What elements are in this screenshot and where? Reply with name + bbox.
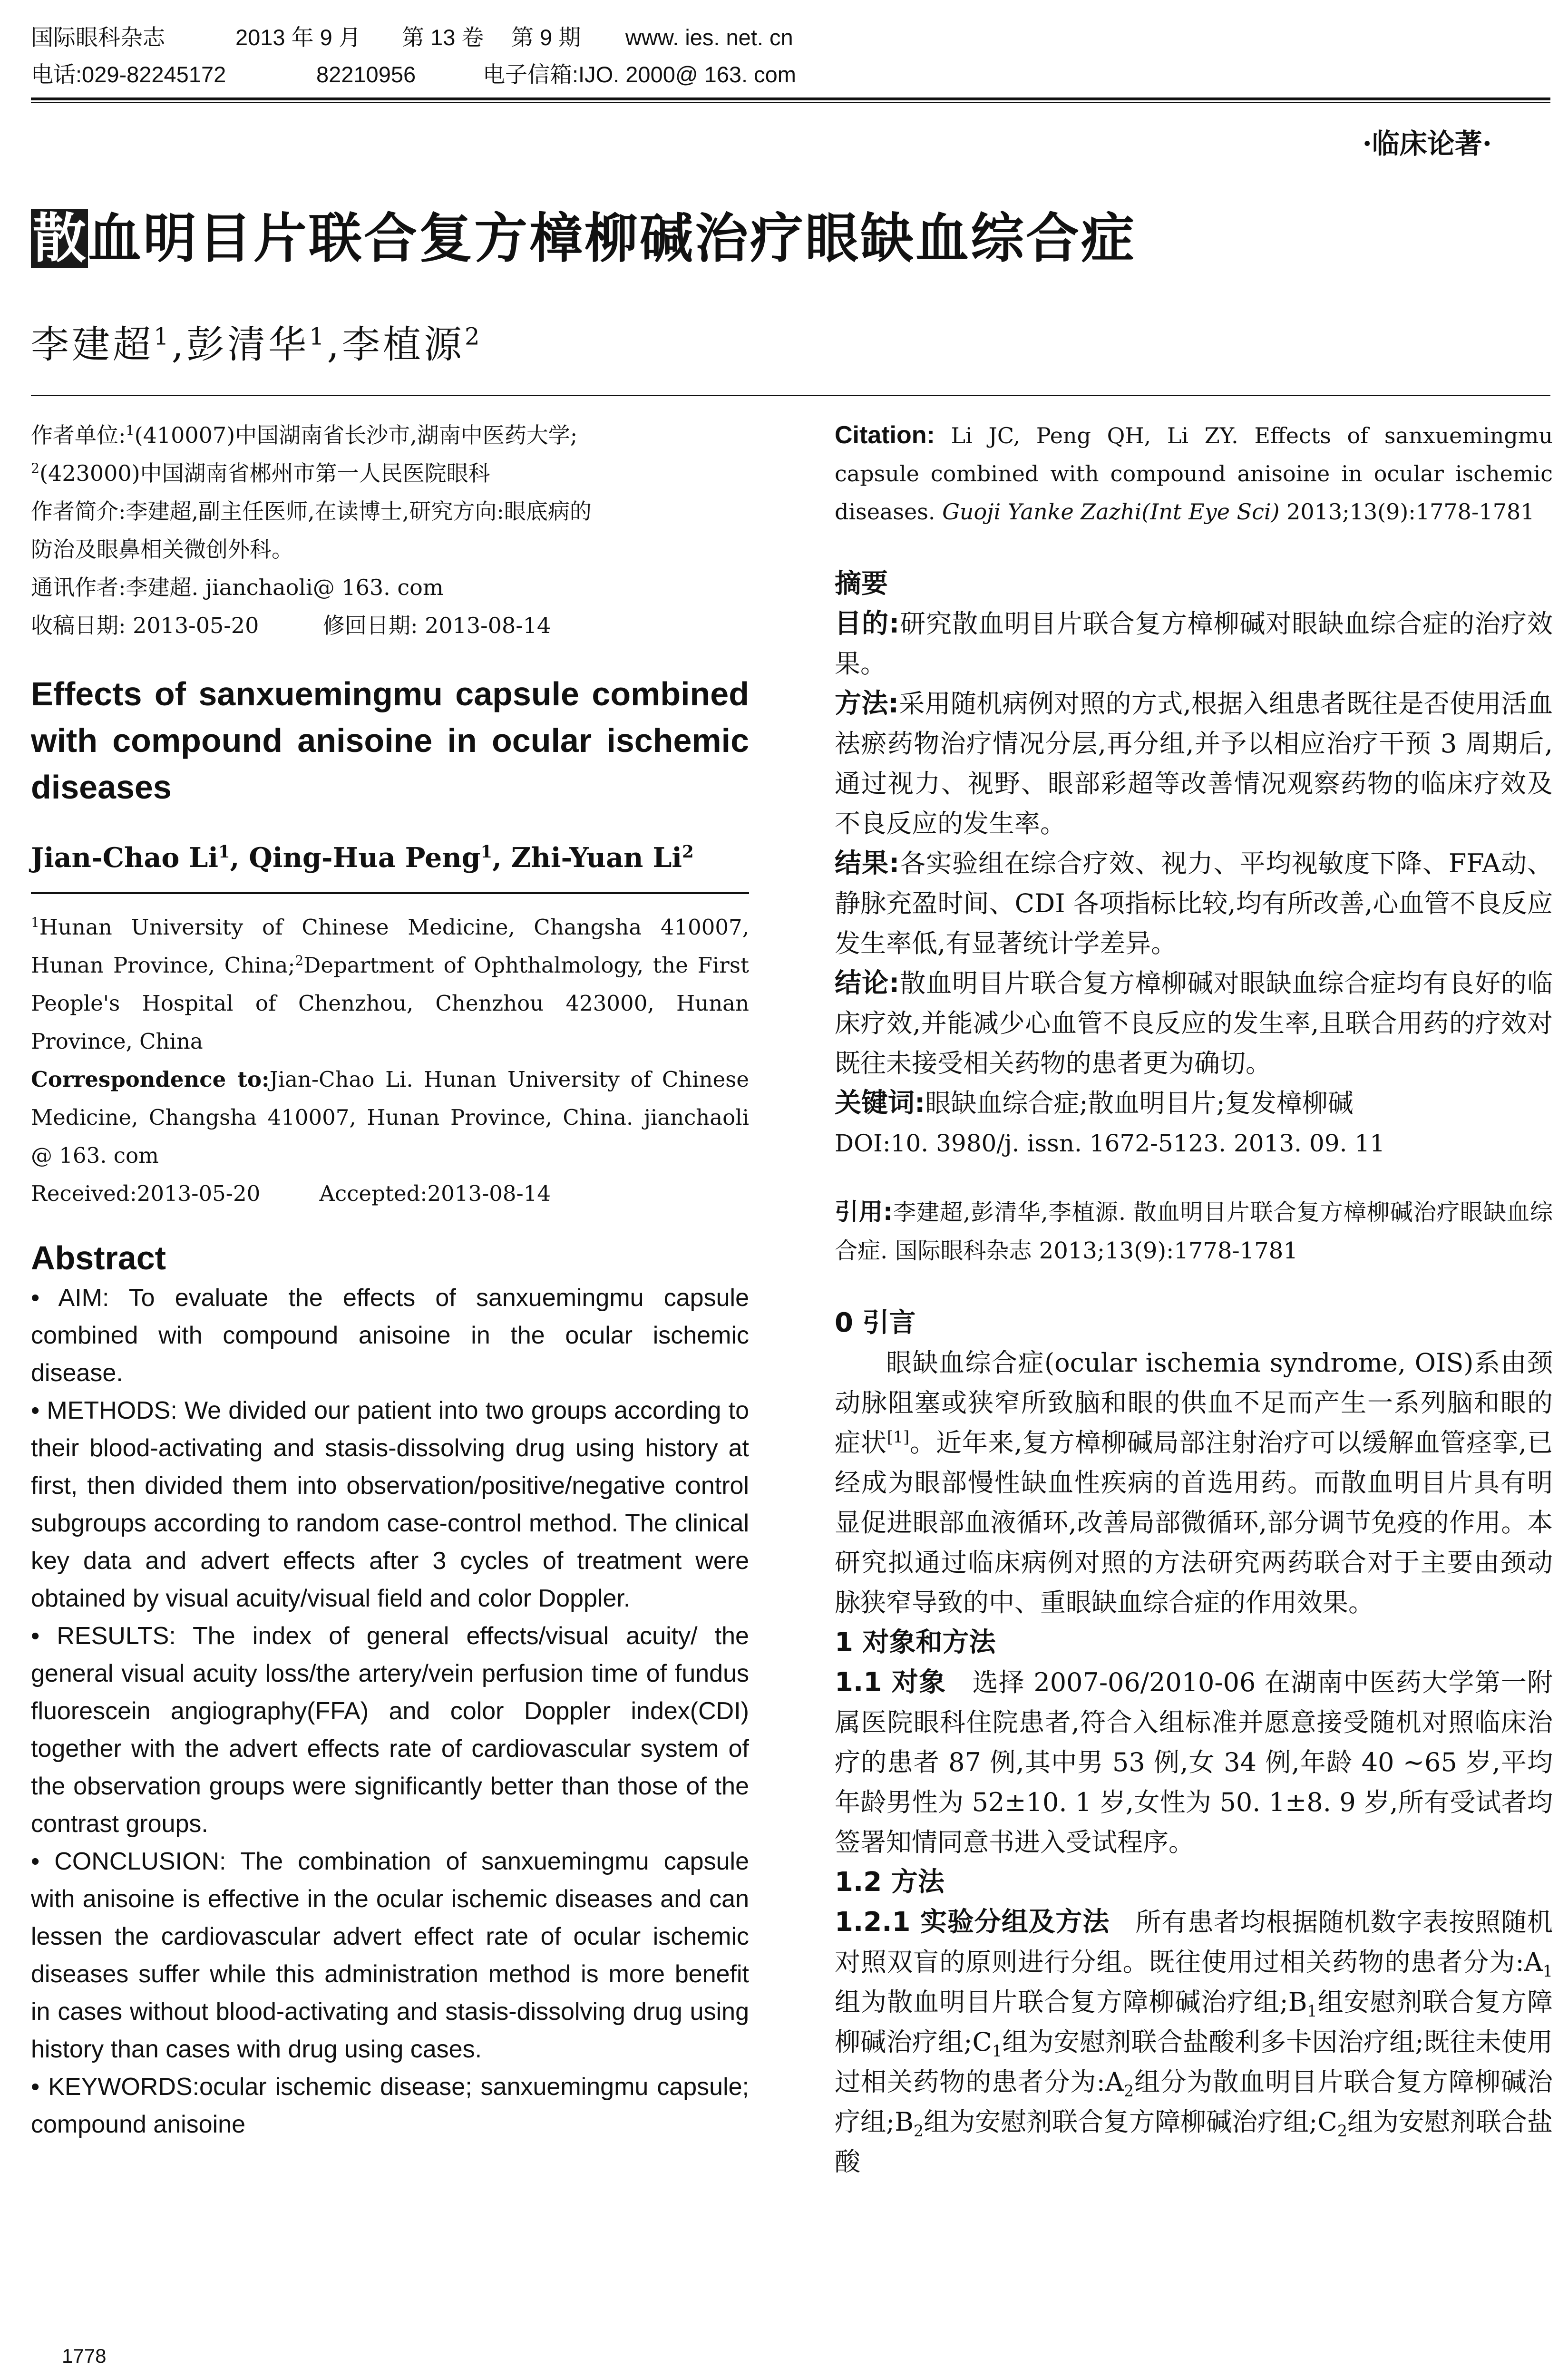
- s121-g: 组为安慰剂联合盐酸: [835, 2107, 1553, 2177]
- doi: DOI:10. 3980/j. issn. 1672-5123. 2013. 09. 11: [835, 1130, 1385, 1157]
- cn-objective: [835, 604, 1553, 684]
- page-number: 1778: [62, 2345, 107, 2367]
- section-tag: ·临床论著·: [1362, 127, 1492, 160]
- citation-journal: Guoji Yanke Zazhi(Int Eye Sci): [942, 499, 1280, 525]
- s121-sub-c1: 1: [992, 2041, 1003, 2060]
- correspondence-text: Jian-Chao Li. Hunan University of Chinese Medicine, Changsha 410007, Hunan Province, China. jianchaoli @ 163. com: [31, 1067, 749, 1168]
- methods-label: • METHODS:: [31, 1397, 177, 1424]
- intro-ref: [1]: [886, 1428, 910, 1446]
- issue-date: 2013 年 9 月: [235, 25, 361, 50]
- s121-e: 组分为散血明目片联合复方障柳碱治疗组;B: [835, 2067, 1553, 2137]
- author-unit: [31, 416, 749, 492]
- unit-sup-1: 1: [126, 422, 135, 438]
- english-affiliations: [31, 908, 749, 1213]
- cn-citation-label: 引用:: [835, 1198, 893, 1226]
- s121-sub-b1: 1: [1307, 2001, 1317, 2020]
- citation-text: Li JC, Peng QH, Li ZY. Effects of sanxuemingmu capsule combined with compound anisoine in ocular ischemic diseases.: [835, 423, 1553, 525]
- conclusion-text: The combination of sanxuemingmu capsule with anisoine is effective in the ocular ischemic diseases and can lessen the cardiovascular advert effect rate of ocular ischemic diseases suffer while this administration method is more benefit in cases without blood-activating and stasis-dissolving drug using history than cases with drug using cases.: [31, 1848, 749, 2063]
- section-1-1-label: 1.1 对象: [835, 1667, 946, 1698]
- aim-text: To evaluate the effects of sanxuemingmu capsule combined with compound anisoine in the ocular ischemic disease.: [31, 1284, 749, 1387]
- s121-sub-a1: 1: [1542, 1961, 1553, 1980]
- cn-abstract-heading: 摘要: [835, 568, 888, 599]
- citation: [835, 416, 1553, 531]
- website: www. ies. net. cn: [625, 25, 793, 50]
- journal-header: [31, 19, 1550, 93]
- en-author-1: Jian-Chao Li: [31, 842, 218, 874]
- section-1-1-text: 选择 2007-06/2010-06 在湖南中医药大学第一附属医院眼科住院患者,符合入组标准并愿意接受随机对照临床治疗的患者 87 例,其中男 53 例,女 34 例,年龄 40 ~65 岁,平均年龄男性为 52±10. 1 岁,女性为 50. 1±8. 9 岁,所有受试者均签署知情同意书进入受试程序。: [835, 1667, 1553, 1857]
- cn-citation-text: 李建超,彭清华,李植源. 散血明目片联合复方樟柳碱治疗眼缺血综合症. 国际眼科杂志 2013;13(9):1778-1781: [835, 1199, 1553, 1264]
- cn-keywords: [835, 1083, 1553, 1123]
- unit-label: 作者单位:: [31, 422, 126, 448]
- issue-number: 第 9 期: [511, 25, 581, 50]
- en-author-1-aff: 1: [218, 842, 230, 862]
- phone: 电话:029-82245172: [31, 62, 226, 87]
- cn-authors: [31, 314, 483, 369]
- result-text: 各实验组在综合疗效、视力、平均视敏度下降、FFA动、静脉充盈时间、CDI 各项指标比较,均有所改善,心血管不良反应发生率低,有显著统计学差异。: [835, 848, 1553, 958]
- aim-label: • AIM:: [31, 1284, 109, 1312]
- email: 电子信箱:IJO. 2000@ 163. com: [483, 62, 796, 87]
- corresponding-author: 通讯作者:李建超. jianchaoli@ 163. com: [31, 575, 444, 600]
- citation-tail: 2013;13(9):1778-1781: [1286, 499, 1535, 525]
- abstract-results: [31, 1617, 749, 1843]
- abstract-heading: Abstract: [31, 1239, 166, 1276]
- unit-sup-2: 2: [31, 460, 40, 477]
- abstract-aim: [31, 1279, 749, 1392]
- volume: 第 13 卷: [402, 25, 484, 50]
- cn-method: [835, 684, 1553, 844]
- result-label: 结果:: [835, 848, 900, 879]
- section-0-heading: 0 引言: [835, 1307, 916, 1338]
- author-3-aff: 2: [465, 322, 483, 351]
- results-label: • RESULTS:: [31, 1622, 176, 1650]
- conclusion-label-cn: 结论:: [835, 968, 900, 999]
- aff-sup-2: 2: [295, 953, 304, 968]
- title-text: 血明目片联合复方樟柳碱治疗眼缺血综合症: [88, 208, 1136, 270]
- article-title: [31, 209, 1136, 268]
- section-1-1: [835, 1663, 1553, 1862]
- conclusion-label: • CONCLUSION:: [31, 1848, 226, 1875]
- abstract-keywords: [31, 2068, 749, 2143]
- section-1-heading: 1 对象和方法: [835, 1627, 996, 1658]
- title-first-char: 散: [31, 209, 88, 268]
- aff-2: Department of Ophthalmology, the First People's Hospital of Chenzhou, Chenzhou 423000, Hunan Province, China: [31, 953, 749, 1054]
- english-title: Effects of sanxuemingmu capsule combined with compound anisoine in ocular ischemic diseases: [31, 675, 749, 806]
- keywords-text-cn: 眼缺血综合症;散血明目片;复发樟柳碱: [925, 1088, 1354, 1118]
- en-author-3: Zhi-Yuan Li: [511, 842, 682, 874]
- bio-line-2: 防治及眼鼻相关微创外科。: [31, 536, 293, 562]
- section-1-2-heading: 1.2 方法: [835, 1867, 945, 1898]
- en-author-3-aff: 2: [682, 842, 694, 862]
- en-received: Received:2013-05-20: [31, 1181, 261, 1206]
- header-rule: [31, 97, 1550, 100]
- s121-b: 组为散血明目片联合复方障柳碱治疗组;B: [835, 1987, 1307, 2017]
- bio-line-1: 作者简介:李建超,副主任医师,在读博士,研究方向:眼底病的: [31, 498, 592, 524]
- s121-sub-b2: 2: [913, 2121, 924, 2140]
- revised-date: 修回日期: 2013-08-14: [322, 613, 551, 638]
- en-author-2-aff: 1: [480, 842, 493, 862]
- aff-sup-1: 1: [31, 915, 39, 930]
- journal-name: 国际眼科杂志: [31, 25, 165, 50]
- abstract-methods: [31, 1392, 749, 1617]
- dates: [31, 606, 749, 644]
- author-1: 李建超: [31, 322, 154, 367]
- intro-paragraph: [835, 1343, 1553, 1623]
- author-2-aff: 1: [309, 322, 327, 351]
- citation-label: Citation:: [835, 421, 935, 449]
- aff-1: Hunan University of Chinese Medicine, Changsha 410007, Hunan Province, China;: [31, 915, 749, 978]
- s121-a: 所有患者均根据随机数字表按照随机对照双盲的原则进行分组。既往使用过相关药物的患者分为:A: [835, 1907, 1553, 1977]
- unit-1: (410007)中国湖南省长沙市,湖南中医药大学;: [134, 422, 578, 448]
- en-accepted: Accepted:2013-08-14: [319, 1181, 551, 1206]
- received-date: 收稿日期: 2013-05-20: [31, 613, 259, 638]
- section-1-2-1: [835, 1902, 1553, 2182]
- intro-text-2: 。近年来,复方樟柳碱局部注射治疗可以缓解血管痉挛,已经成为眼部慢性缺血性疾病的首选用药。而散血明目片具有明显促进眼部血液循环,改善局部微循环,部分调节免疫的作用。本研究拟通过临床病例对照的方法研究两药联合对于主要由颈动脉狭窄导致的中、重眼缺血综合症的作用效果。: [835, 1428, 1553, 1617]
- keywords-label: • KEYWORDS:: [31, 2073, 200, 2101]
- title-rule: [31, 395, 1550, 396]
- left-column: [31, 416, 749, 2143]
- s121-d: 组为安慰剂联合盐酸利多卡因治疗组;既往未使用过相关药物的患者分为:A: [835, 2027, 1553, 2097]
- affiliation-rule: [31, 892, 749, 894]
- author-1-aff: 1: [154, 322, 172, 351]
- author-sep: ,: [327, 322, 342, 367]
- keywords-text: ocular ischemic disease; sanxuemingmu capsule; compound anisoine: [31, 2073, 749, 2138]
- cn-result: [835, 844, 1553, 964]
- en-author-2: Qing-Hua Peng: [249, 842, 481, 874]
- s121-sub-c2: 2: [1337, 2121, 1347, 2140]
- correspondence-label: Correspondence to:: [31, 1067, 270, 1092]
- method-label: 方法:: [835, 688, 899, 719]
- s121-f: 组为安慰剂联合复方障柳碱治疗组;C: [924, 2107, 1337, 2137]
- method-text: 采用随机病例对照的方式,根据入组患者既往是否使用活血祛瘀药物治疗情况分层,再分组,并予以相应治疗干预 3 周期后,通过视力、视野、眼部彩超等改善情况观察药物的临床疗效及不良反应的发生率。: [835, 689, 1553, 838]
- results-text: The index of general effects/visual acuity/ the general visual acuity loss/the artery/vein perfusion time of fundus fluorescein angiography(FFA) and color Doppler index(CDI) together with the advert effects rate of cardiovascular system of the observation groups were significantly better than those of the contrast groups.: [31, 1622, 749, 1838]
- objective-label: 目的:: [835, 608, 900, 639]
- conclusion-text-cn: 散血明目片联合复方樟柳碱对眼缺血综合症均有良好的临床疗效,并能减少心血管不良反应的发生率,且联合用药的疗效对既往未接受相关药物的患者更为确切。: [835, 968, 1553, 1078]
- cn-citation: [835, 1192, 1553, 1270]
- keywords-label-cn: 关键词:: [835, 1088, 925, 1119]
- author-bio: [31, 492, 749, 568]
- phone-alt: 82210956: [316, 62, 416, 87]
- methods-text: We divided our patient into two groups according to their blood-activating and stasis-dissolving drug using history at first, then divided them into observation/positive/negative control subgroups according to random case-control method. The clinical key data and advert effects after 3 cycles of treatment were obtained by visual acuity/visual field and color Doppler.: [31, 1397, 749, 1612]
- objective-text: 研究散血明目片联合复方樟柳碱对眼缺血综合症的治疗效果。: [835, 609, 1553, 679]
- author-sep: ,: [171, 322, 186, 367]
- abstract-conclusion: [31, 1843, 749, 2068]
- header-rule-thin: [31, 102, 1550, 103]
- author-3: 李植源: [342, 322, 465, 367]
- author-2: 彭清华: [186, 322, 309, 367]
- intro-text-1: 眼缺血综合症(ocular ischemia syndrome, OIS)系由颈动脉阻塞或狭窄所致脑和眼的供血不足而产生一系列脑和眼的症状: [835, 1348, 1553, 1458]
- right-column: [835, 416, 1553, 2182]
- english-authors: Jian-Chao Li$^1$, Qing-Hua Peng$^1$, Zhi-Yuan Li$^2$: [31, 842, 694, 874]
- s121-sub-a2: 2: [1123, 2081, 1134, 2100]
- cn-conclusion: [835, 964, 1553, 1083]
- s121-c: 组安慰剂联合复方障柳碱治疗组;C: [835, 1987, 1553, 2057]
- section-1-2-1-label: 1.2.1 实验分组及方法: [835, 1907, 1110, 1938]
- unit-2: (423000)中国湖南省郴州市第一人民医院眼科: [39, 460, 490, 486]
